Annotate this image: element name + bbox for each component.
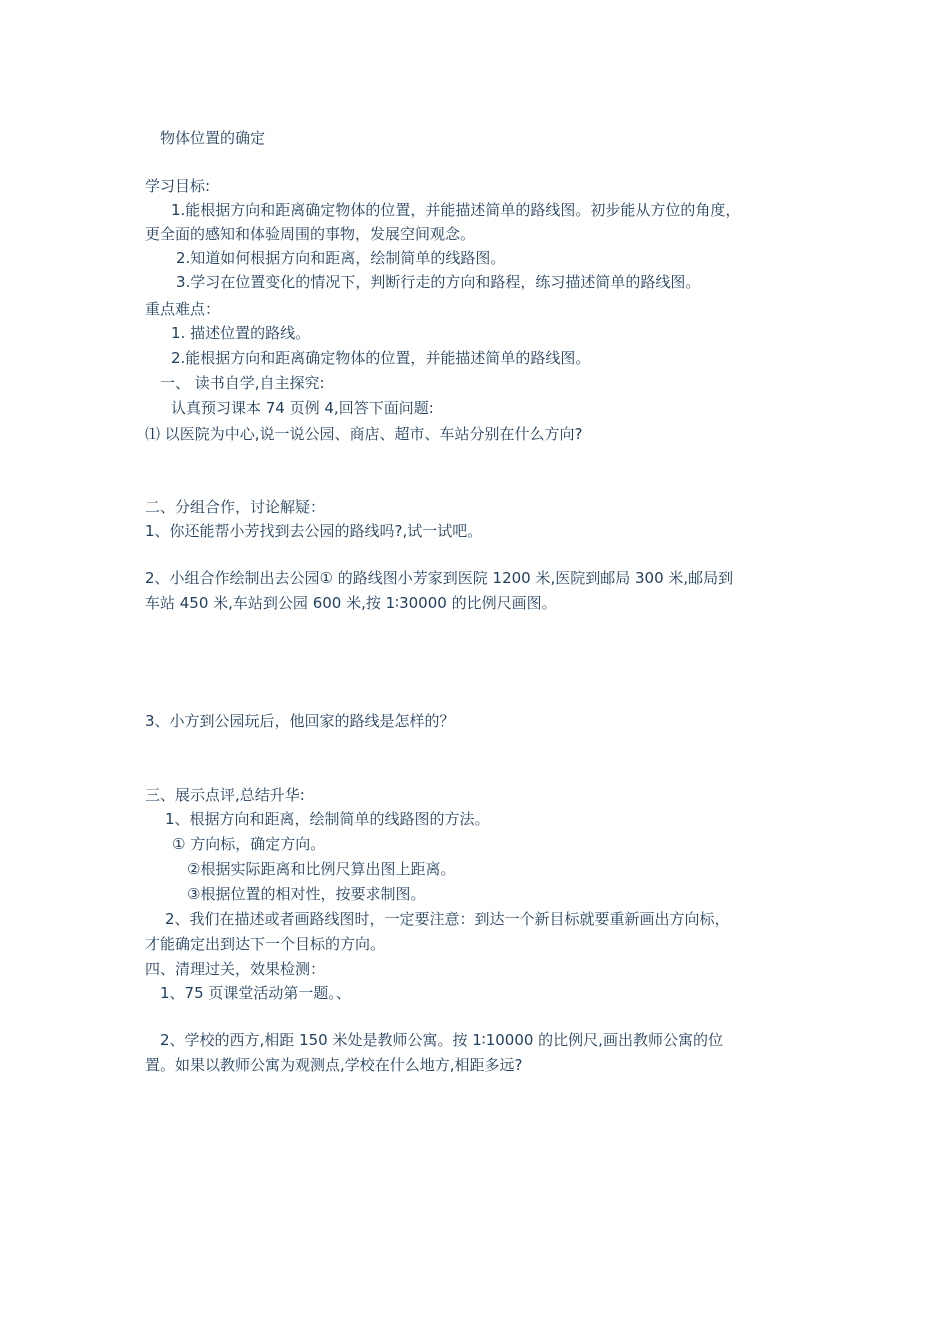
section-3-step-1: ① 方向标，确定方向。 (172, 835, 326, 853)
section-4-question-2-line-1: 2、学校的西方,相距 150 米处是教师公寓。按 1∶10000 的比例尺,画出教师公寓的位 (160, 1031, 723, 1049)
objective-1-line-2: 更全面的感知和体验周围的事物，发展空间观念。 (145, 225, 476, 243)
section-3-item-2-line-2: 才能确定出到达下一个目标的方向。 (145, 935, 386, 953)
section-1-question-1: ⑴ 以医院为中心,说一说公园、商店、超市、车站分别在什么方向? (145, 425, 583, 443)
section-4-heading: 四、清理过关，效果检测： (145, 960, 326, 978)
section-2-question-2-line-2: 车站 450 米,车站到公园 600 米,按 1∶30000 的比例尺画图。 (145, 594, 557, 612)
section-1-heading: 一、 读书自学,自主探究: (160, 374, 325, 392)
section-3-item-2-line-1: 2、我们在描述或者画路线图时，一定要注意：到达一个新目标就要重新画出方向标， (165, 910, 730, 928)
objective-1-line-1: 1.能根据方向和距离确定物体的位置，并能描述简单的路线图。初步能从方位的角度， (171, 201, 741, 219)
section-1-intro: 认真预习课本 74 页例 4,回答下面问题: (171, 399, 434, 417)
objective-2: 2.知道如何根据方向和距离，绘制简单的线路图。 (176, 249, 506, 267)
section-3-item-1: 1、根据方向和距离，绘制简单的线路图的方法。 (165, 810, 490, 828)
objectives-heading: 学习目标: (145, 177, 211, 195)
section-2-question-2-line-1: 2、小组合作绘制出去公园① 的路线图小芳家到医院 1200 米,医院到邮局 300 米,邮局到 (145, 569, 734, 587)
section-3-heading: 三、展示点评,总结升华: (145, 786, 305, 804)
objective-3: 3.学习在位置变化的情况下，判断行走的方向和路程，练习描述简单的路线图。 (176, 273, 701, 291)
section-2-heading: 二、分组合作，讨论解疑： (145, 498, 326, 516)
section-2-question-1: 1、你还能帮小芳找到去公园的路线吗?,试一试吧。 (145, 522, 483, 540)
section-2-question-3: 3、小方到公园玩后，他回家的路线是怎样的？ (145, 712, 455, 730)
key-points-heading: 重点难点： (145, 300, 221, 318)
section-3-step-3: ③根据位置的相对性，按要求制图。 (187, 885, 426, 903)
section-4-question-2-line-2: 置。如果以教师公寓为观测点,学校在什么地方,相距多远? (145, 1056, 523, 1074)
key-point-2: 2.能根据方向和距离确定物体的位置，并能描述简单的路线图。 (171, 349, 591, 367)
section-3-step-2: ②根据实际距离和比例尺算出图上距离。 (187, 860, 456, 878)
section-4-question-1: 1、75 页课堂活动第一题。、 (160, 984, 351, 1002)
key-point-1: 1. 描述位置的路线。 (171, 324, 311, 342)
document-title: 物体位置的确定 (160, 129, 266, 147)
